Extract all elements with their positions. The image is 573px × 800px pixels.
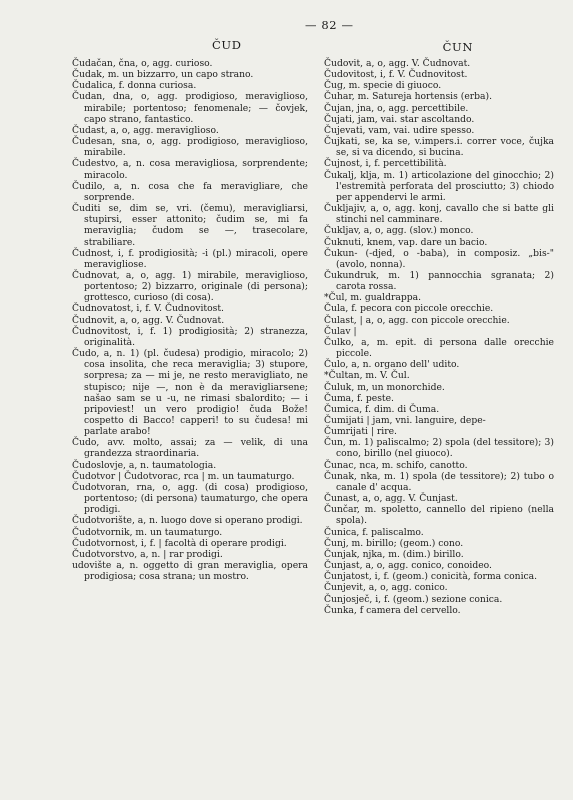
dictionary-entry: Čudnovatost, i, f. V. Čudnovitost. [72, 303, 224, 315]
dictionary-entry: Čudast, a, o, agg. meraviglioso. [72, 124, 219, 136]
dictionary-entry: Čudotvorište, a, n. luogo dove si operano prodigi. [72, 515, 303, 527]
dictionary-entry: Čudalica, f. donna curiosa. [72, 80, 197, 92]
dictionary-entry: Čudo, a, n. 1) (pl. čudesa) prodigio, miracolo; 2) cosa insolita, che reca meraviglia; 3) stupore, sorpresa; za — mi je, ne resto meravigliato, ne stupisco; nije —, non è da meravigliarsene; našao sam se u -u, ne rimasi sbalordito; — i pripoviest! un vero prodigio! čuda Bože! cospetto di Bacco! capperi! to su čudesa! mi parlate arabo! [72, 348, 308, 438]
running-header [60, 14, 533, 54]
left-guide-word: ČUD [212, 38, 242, 52]
dictionary-entry: Čudoslovje, a, n. taumatologia. [72, 459, 217, 471]
dictionary-entry: Čukalj, klja, m. 1) articolazione del ginocchio; 2) l'estremità perforata del prosciutto; 3) chiodo per appendervi le armi. [324, 169, 554, 203]
dictionary-entry: Čuknuti, knem, vap. dare un bacio. [324, 236, 488, 248]
dictionary-entry: Čukundruk, m. 1) pannocchia sgranata; 2) carota rossa. [324, 269, 554, 293]
dictionary-entry: Čula, f. pecora con piccole orecchie. [324, 303, 494, 315]
left-column [72, 58, 308, 582]
dictionary-entry: Čuhar, m. Satureja hortensis (erba). [324, 91, 493, 103]
dictionary-entry: Čujevati, vam, vai. udire spesso. [324, 124, 475, 136]
dictionary-entry: Čujan, jna, o, agg. percettibile. [324, 102, 469, 114]
right-guide-word: ČUN [442, 40, 473, 54]
dictionary-entry: Čunast, a, o, agg. V. Čunjast. [324, 493, 458, 505]
dictionary-entry: Čulo, a, n. organo dell' udito. [324, 359, 460, 371]
dictionary-entry: Čudilo, a, n. cosa che fa meravigliare, che sorprende. [72, 180, 308, 203]
dictionary-entry: Čunjevit, a, o, agg. conico. [324, 582, 448, 594]
dictionary-entry: Čuma, f. peste. [324, 392, 394, 404]
dictionary-entry: Čunak, nka, m. 1) spola (de tessitore); 2) tubo o canale d' acqua. [324, 470, 554, 493]
dictionary-entry: Čudestvo, a, n. cosa meravigliosa, sorprendente; miracolo. [72, 158, 308, 181]
dictionary-entry: Čudnovitost, i, f. 1) prodigiosità; 2) stranezza, originalità. [72, 325, 308, 348]
dictionary-entry: *Čul, m. gualdrappa. [324, 292, 421, 304]
dictionary-entry: Čujati, jam, vai. star ascoltando. [324, 113, 475, 125]
dictionary-entry: Čudovit, a, o, agg. V. Čudnovat. [324, 58, 471, 69]
dictionary-entry: Čudovitost, i, f. V. Čudnovitost. [324, 69, 468, 81]
dictionary-entry: Čug, m. specie di giuoco. [324, 80, 442, 92]
dictionary-entry: Čudotvoran, rna, o, agg. (di cosa) prodigioso, portentoso; (di persona) taumaturgo, che opera prodigi. [72, 481, 308, 516]
right-column [324, 58, 554, 616]
dictionary-entry: Čujkati, se, ka se, v.impers.i. correr voce, čujka se, si va dicendo, si bucina. [324, 136, 554, 159]
dictionary-entry: Čunac, nca, m. schifo, canotto. [324, 459, 468, 471]
dictionary-entry: Čumijati | jam, vni. languire, depe- [324, 415, 486, 426]
dictionary-entry: Čudotvornost, i, f. | facoltà di operare prodigi. [72, 537, 287, 549]
dictionary-entry: Čudak, m. un bizzarro, un capo strano. [72, 69, 254, 81]
dictionary-entry: Čunjast, a, o, agg. conico, conoideo. [324, 560, 492, 572]
page-number: — 82 — [305, 18, 354, 32]
dictionary-entry: Čumrijati | rire. [324, 426, 397, 438]
dictionary-entry: Čunjak, njka, m. (dim.) birillo. [324, 548, 464, 560]
dictionary-entry: Čudo, avv. molto, assai; za — velik, di una grandezza straordinaria. [72, 437, 308, 460]
dictionary-entry: Čuluk, m, un monorchide. [324, 381, 445, 393]
dictionary-entry: Čuditi se, dim se, vri. (čemu), meravigliarsi, stupirsi, esser attonito; čudim se, mi fa meraviglia; čudom se —, trasecolare, strabiliare. [72, 203, 308, 248]
dictionary-entry: Čunjosječ, i, f. (geom.) sezione conica. [324, 593, 503, 605]
dictionary-entry: Čudnost, i, f. prodigiosità; -i (pl.) miracoli, opere meravigliose. [72, 247, 308, 270]
dictionary-entry: Čudotvornik, m. un taumaturgo. [72, 526, 223, 538]
dictionary-entry: *Čultan, m. V. Čul. [324, 370, 410, 382]
dictionary-entry: Čunjatost, i, f. (geom.) conicità, forma conica. [324, 571, 538, 583]
dictionary-entry: Čukljajiv, a, o, agg. konj, cavallo che si batte gli stinchi nel camminare. [324, 203, 554, 226]
dictionary-entry: Čudotvorstvo, a, n. | rar prodigi. [72, 548, 223, 560]
dictionary-entry: Čulav | [324, 325, 357, 337]
dictionary-entry: Čudan, dna, o, agg. prodigioso, meraviglioso, mirabile; portentoso; fenomenale; — čovjek, capo strano, fantastico. [72, 91, 308, 125]
dictionary-entry: Čukun- (-djed, o -baba), in composiz. „bis-" (avolo, nonna). [324, 247, 554, 270]
dictionary-entry: Čunj, m. birillo; (geom.) cono. [324, 537, 464, 549]
dictionary-entry: Čujnost, i, f. percettibilità. [324, 158, 447, 170]
dictionary-entry: Čunica, f. paliscalmo. [324, 526, 424, 538]
dictionary-entry: Čudesan, sna, o, agg. prodigioso, meraviglioso, mirabile. [72, 136, 308, 159]
dictionary-entry: Čunka, f camera del cervello. [324, 604, 461, 616]
dictionary-entry: Čumica, f. dim. di Čuma. [324, 403, 440, 415]
dictionary-entry: Čudnovat, a, o, agg. 1) mirabile, meraviglioso, portentoso; 2) bizzarro, originale (di persona); grottesco, curioso (di cosa). [72, 269, 308, 304]
dictionary-entry: Čulko, a, m. epit. di persona dalle orecchie piccole. [324, 336, 554, 360]
dictionary-entry: Čudnovit, a, o, agg. V. Čudnovat. [72, 314, 225, 326]
dictionary-entry: Čunčar, m. spoletto, cannello del ripieno (nella spola). [324, 504, 554, 527]
dictionary-entry: Čulast, | a, o, agg. con piccole orecchie. [324, 314, 510, 326]
dictionary-entry: Čukljav, a, o, agg. (slov.) monco. [324, 225, 474, 237]
dictionary-entry: Čudačan, čna, o, agg. curioso. [72, 58, 213, 69]
dictionary-entry: Čun, m. 1) paliscalmo; 2) spola (del tessitore); 3) cono, birillo (nel giuoco). [324, 437, 554, 460]
dictionary-entry: udovište a, n. oggetto di gran meraviglia, opera prodigiosa; cosa strana; un mostro. [72, 560, 308, 583]
dictionary-entry: Čudotvor | Čudotvorac, rca | m. un taumaturgo. [72, 470, 295, 482]
